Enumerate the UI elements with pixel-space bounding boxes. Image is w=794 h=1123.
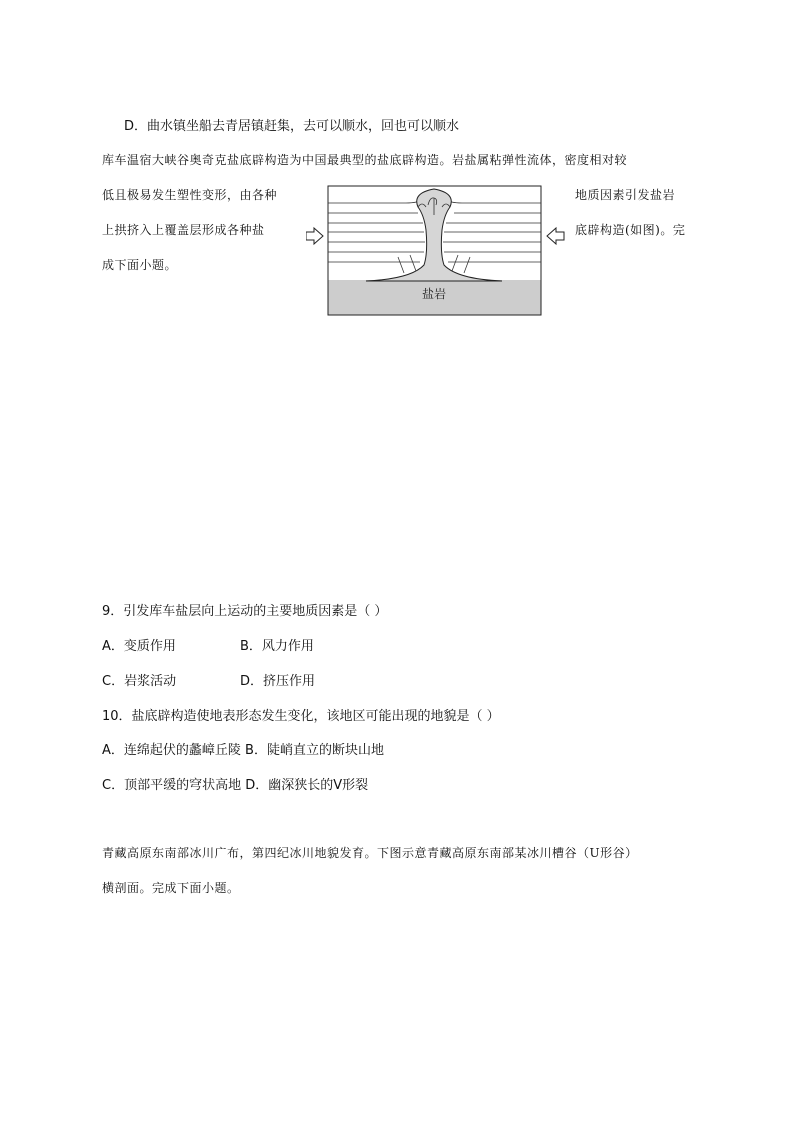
passage-line: 地质因素引发盐岩	[575, 188, 676, 202]
prev-option-d: D．曲水镇坐船去青居镇赶集，去可以顺水，回也可以顺水	[124, 119, 460, 134]
left-arrow-icon	[306, 228, 323, 244]
q9-option-d: D．挤压作用	[240, 674, 316, 689]
salt-diapir-figure	[306, 185, 566, 317]
q9-option-b: B．风力作用	[240, 639, 314, 654]
passage2-line: 青藏高原东南部冰川广布，第四纪冰川地貌发育。下图示意青藏高原东南部某冰川槽谷（U形谷）	[102, 846, 638, 860]
q9-stem: 9．引发库车盐层向上运动的主要地质因素是（ ）	[102, 604, 388, 619]
salt-rock-label: 盐岩	[421, 287, 447, 301]
q9-option-c: C．岩浆活动	[102, 674, 177, 689]
passage2-line: 横剖面。完成下面小题。	[102, 881, 240, 895]
q10-stem: 10．盐底辟构造使地表形态发生变化，该地区可能出现的地貌是（ ）	[102, 709, 500, 724]
right-arrow-icon	[547, 228, 564, 244]
passage-line: 成下面小题。	[102, 258, 178, 272]
q10-options-ab: A．连绵起伏的蠡嶂丘陵 B．陡峭直立的断块山地	[102, 743, 384, 758]
q10-options-cd: C．顶部平缓的穹状高地 D．幽深狭长的V形裂	[102, 778, 369, 793]
passage-line: 上拱挤入上覆盖层形成各种盐	[102, 223, 265, 237]
passage-line: 底辟构造(如图)。完	[575, 223, 686, 237]
passage-line: 低且极易发生塑性变形，由各种	[102, 188, 278, 202]
passage-line: 库车温宿大峡谷奥奇克盐底辟构造为中国最典型的盐底辟构造。岩盐属粘弹性流体，密度相对较	[102, 153, 628, 167]
q9-option-a: A．变质作用	[102, 639, 176, 654]
